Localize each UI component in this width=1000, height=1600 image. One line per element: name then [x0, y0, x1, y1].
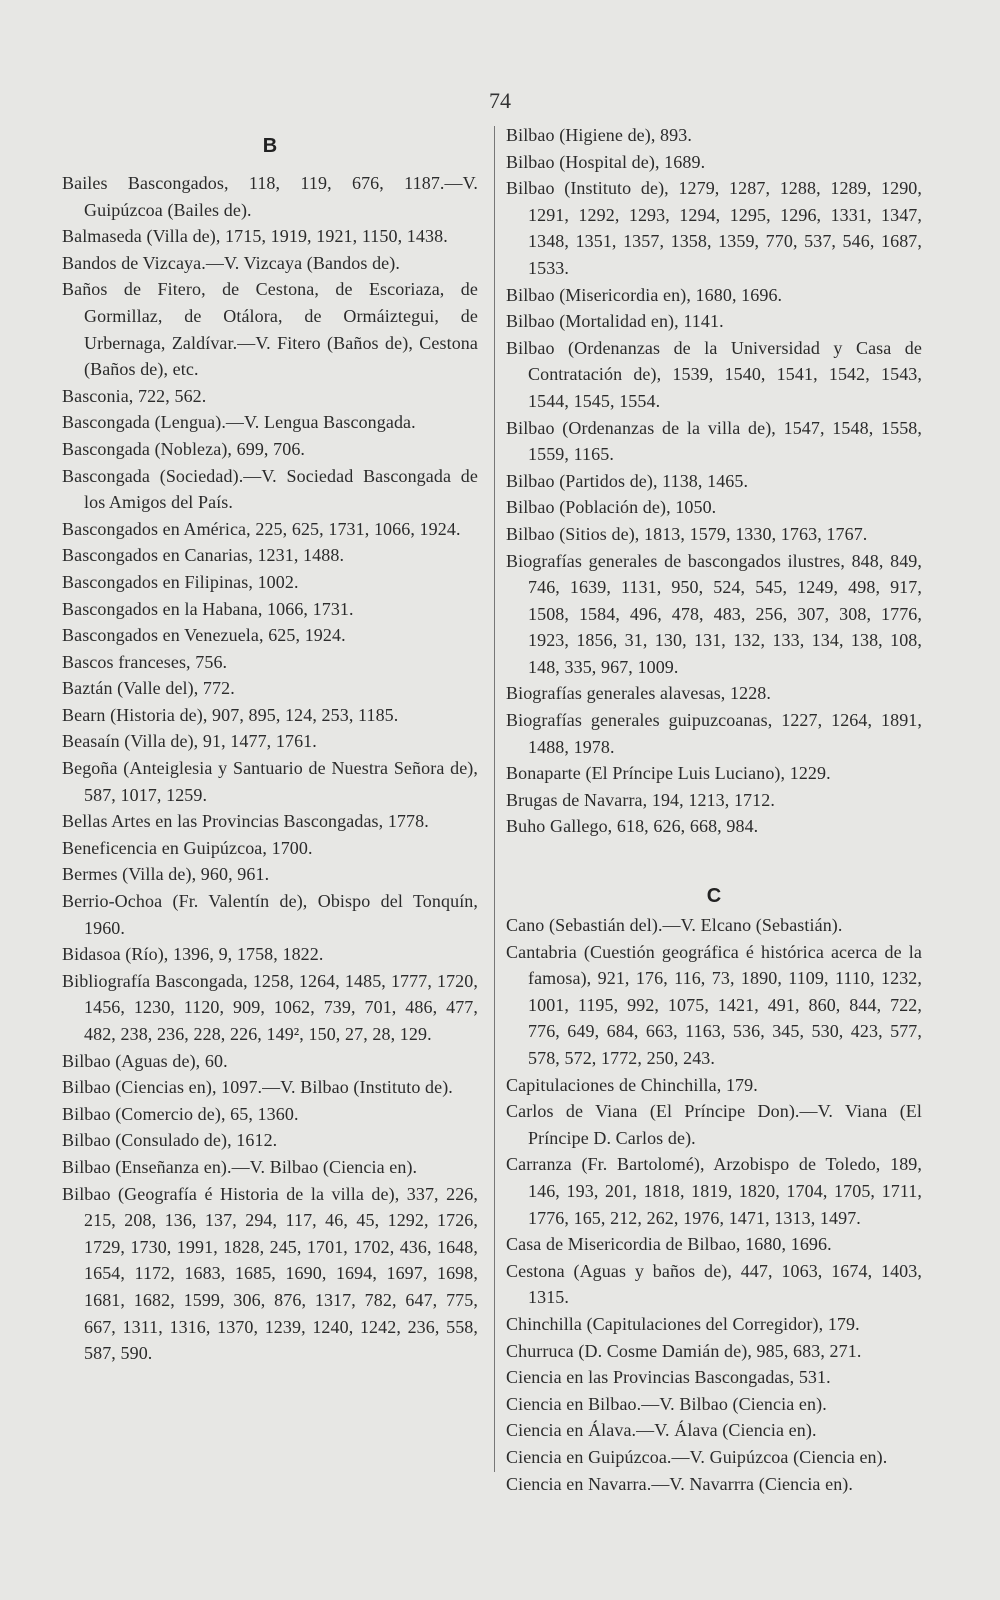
index-entry: Bascongada (Sociedad).—V. Sociedad Bascongada de los Amigos del País. — [62, 465, 478, 513]
index-entry: Bilbao (Instituto de), 1279, 1287, 1288, 1289, 1290, 1291, 1292, 1293, 1294, 1295, 1296, 1331, 1347, 1348, 1351, 1357, 1358, 1359, 770, 537, 546, 1687, 1533. — [506, 178, 922, 278]
index-entry: Capitulaciones de Chinchilla, 179. — [506, 1074, 758, 1095]
column-divider — [494, 126, 495, 1472]
index-entry: Biografías generales de bascongados ilustres, 848, 849, 746, 1639, 1131, 950, 524, 545, 1249, 498, 917, 1508, 1584, 496, 478, 483, 256, 307, 308, 1776, 1923, 1856, 31, 130, 131, 132, 133, 134, 138, 108, 148, 335, 967, 1009. — [506, 550, 922, 677]
index-entry: Baños de Fitero, de Cestona, de Escoriaza, de Gormillaz, de Otálora, de Ormáiztegui, de Urbernaga, Zaldívar.—V. Fitero (Baños de), Cestona (Baños de), etc. — [62, 279, 478, 380]
index-entry: Ciencia en Navarra.—V. Navarrra (Ciencia en). — [506, 1473, 854, 1494]
index-entry: Cantabria (Cuestión geográfica é histórica acerca de la famosa), 921, 176, 116, 73, 1890, 1109, 1110, 1232, 1001, 1195, 992, 1075, 1421, 491, 860, 844, 722, 776, 649, 684, 663, 1163, 536, 345, 530, 423, 577, 578, 572, 1772, 250, 243. — [506, 941, 922, 1068]
index-entry: Churruca (D. Cosme Damián de), 985, 683, 271. — [506, 1340, 862, 1361]
index-entry: Chinchilla (Capitulaciones del Corregidor), 179. — [506, 1313, 860, 1334]
index-entry: Ciencia en Bilbao.—V. Bilbao (Ciencia en). — [506, 1393, 827, 1414]
page-number: 74 — [489, 88, 511, 113]
index-entry: Berrio-Ochoa (Fr. Valentín de), Obispo del Tonquín, 1960. — [62, 891, 478, 938]
index-entry: Bermes (Villa de), 960, 961. — [62, 864, 270, 885]
index-entry: Ciencia en Álava.—V. Álava (Ciencia en). — [506, 1420, 817, 1441]
index-entry: Bilbao (Enseñanza en).—V. Bilbao (Ciencia en). — [62, 1156, 418, 1177]
index-entry: Brugas de Navarra, 194, 1213, 1712. — [506, 789, 775, 810]
index-entry: Beasaín (Villa de), 91, 1477, 1761. — [62, 731, 317, 752]
index-entry: Baztán (Valle del), 772. — [62, 678, 235, 699]
index-entry: Bonaparte (El Príncipe Luis Luciano), 1229. — [506, 763, 831, 784]
index-entry: Bascongados en Canarias, 1231, 1488. — [62, 545, 345, 566]
index-entry: Ciencia en Guipúzcoa.—V. Guipúzcoa (Ciencia en). — [506, 1446, 888, 1467]
index-entry: Bascongados en Filipinas, 1002. — [62, 571, 299, 592]
index-entry: Bascongados en Venezuela, 625, 1924. — [62, 625, 346, 646]
index-entry: Casa de Misericordia de Bilbao, 1680, 1696. — [506, 1234, 832, 1255]
index-entry: Bascos franceses, 756. — [62, 651, 228, 672]
index-entry: Bellas Artes en las Provincias Bascongadas, 1778. — [62, 811, 429, 832]
index-entry: Bilbao (Higiene de), 893. — [506, 125, 692, 145]
index-entry: Bilbao (Ordenanzas de la villa de), 1547, 1548, 1558, 1559, 1165. — [506, 417, 922, 465]
index-entry: Bascongada (Lengua).—V. Lengua Bascongada. — [62, 412, 416, 433]
index-entry: Bilbao (Población de), 1050. — [506, 497, 717, 518]
index-entry: Bilbao (Mortalidad en), 1141. — [506, 311, 724, 332]
index-entry: Bearn (Historia de), 907, 895, 124, 253, 1185. — [62, 704, 399, 725]
entry-list-c — [506, 912, 922, 1497]
index-entry: Bilbao (Ciencias en), 1097.—V. Bilbao (Instituto de). — [62, 1077, 453, 1098]
index-entry: Bilbao (Aguas de), 60. — [62, 1050, 228, 1071]
index-entry: Bascongados en América, 225, 625, 1731, 1066, 1924. — [62, 518, 461, 539]
index-entry: Carranza (Fr. Bartolomé), Arzobispo de Toledo, 189, 146, 193, 201, 1818, 1819, 1820, 1704, 1705, 1711, 1776, 165, 212, 262, 1976, 1471, 1313, 1497. — [506, 1154, 922, 1228]
index-entry: Basconia, 722, 562. — [62, 385, 207, 406]
right-column — [506, 122, 922, 1497]
index-entry: Bandos de Vizcaya.—V. Vizcaya (Bandos de). — [62, 252, 400, 273]
index-entry: Balmaseda (Villa de), 1715, 1919, 1921, 1150, 1438. — [62, 226, 448, 247]
index-entry: Bilbao (Comercio de), 65, 1360. — [62, 1103, 299, 1124]
index-entry: Carlos de Viana (El Príncipe Don).—V. Viana (El Príncipe D. Carlos de). — [506, 1101, 922, 1148]
index-entry: Bidasoa (Río), 1396, 9, 1758, 1822. — [62, 944, 324, 965]
index-entry: Biografías generales guipuzcoanas, 1227, 1264, 1891, 1488, 1978. — [506, 710, 922, 757]
left-column — [62, 122, 478, 1367]
index-entry: Bascongados en la Habana, 1066, 1731. — [62, 598, 354, 619]
entry-list-b-left — [62, 170, 478, 1367]
index-entry: Bilbao (Partidos de), 1138, 1465. — [506, 470, 749, 491]
index-entry: Bilbao (Geografía é Historia de la villa de), 337, 226, 215, 208, 136, 137, 294, 117, 46, 45, 1292, 1726, 1729, 1730, 1991, 1828, 245, 1701, 1702, 436, 1648, 1654, 1172, 1683, 1685, 1690, 1694, 1697, 1698, 1681, 1682, 1599, 306, 876, 1317, 782, 647, 775, 667, 1311, 1316, 1370, 1239, 1240, 1242, 236, 558, 587, 590. — [62, 1183, 478, 1364]
entry-list-b-right — [506, 122, 922, 840]
index-entry: Buho Gallego, 618, 626, 668, 984. — [506, 816, 759, 837]
index-entry: Bascongada (Nobleza), 699, 706. — [62, 438, 306, 459]
index-entry: Bilbao (Misericordia en), 1680, 1696. — [506, 284, 783, 305]
section-heading-c: C — [706, 885, 722, 908]
index-entry: Bilbao (Sitios de), 1813, 1579, 1330, 1763, 1767. — [506, 523, 868, 544]
section-heading-b: B — [262, 135, 278, 157]
index-entry: Bilbao (Consulado de), 1612. — [62, 1130, 278, 1151]
index-entry: Bibliografía Bascongada, 1258, 1264, 1485, 1777, 1720, 1456, 1230, 1120, 909, 1062, 739, 701, 486, 477, 482, 238, 236, 228, 226, 149², 150, 27, 28, 129. — [62, 970, 478, 1044]
index-entry: Cestona (Aguas y baños de), 447, 1063, 1674, 1403, 1315. — [506, 1260, 922, 1308]
index-entry: Bilbao (Hospital de), 1689. — [506, 151, 706, 172]
index-entry: Beneficencia en Guipúzcoa, 1700. — [62, 837, 313, 858]
index-entry: Biografías generales alavesas, 1228. — [506, 683, 772, 704]
index-entry: Bailes Bascongados, 118, 119, 676, 1187.—V. Guipúzcoa (Bailes de). — [62, 173, 478, 220]
index-entry: Begoña (Anteiglesia y Santuario de Nuestra Señora de), 587, 1017, 1259. — [62, 758, 478, 805]
index-entry: Cano (Sebastián del).—V. Elcano (Sebastián). — [506, 915, 843, 936]
index-entry: Ciencia en las Provincias Bascongadas, 531. — [506, 1367, 831, 1388]
index-entry: Bilbao (Ordenanzas de la Universidad y Casa de Contratación de), 1539, 1540, 1541, 1542, 1543, 1544, 1545, 1554. — [506, 337, 922, 411]
